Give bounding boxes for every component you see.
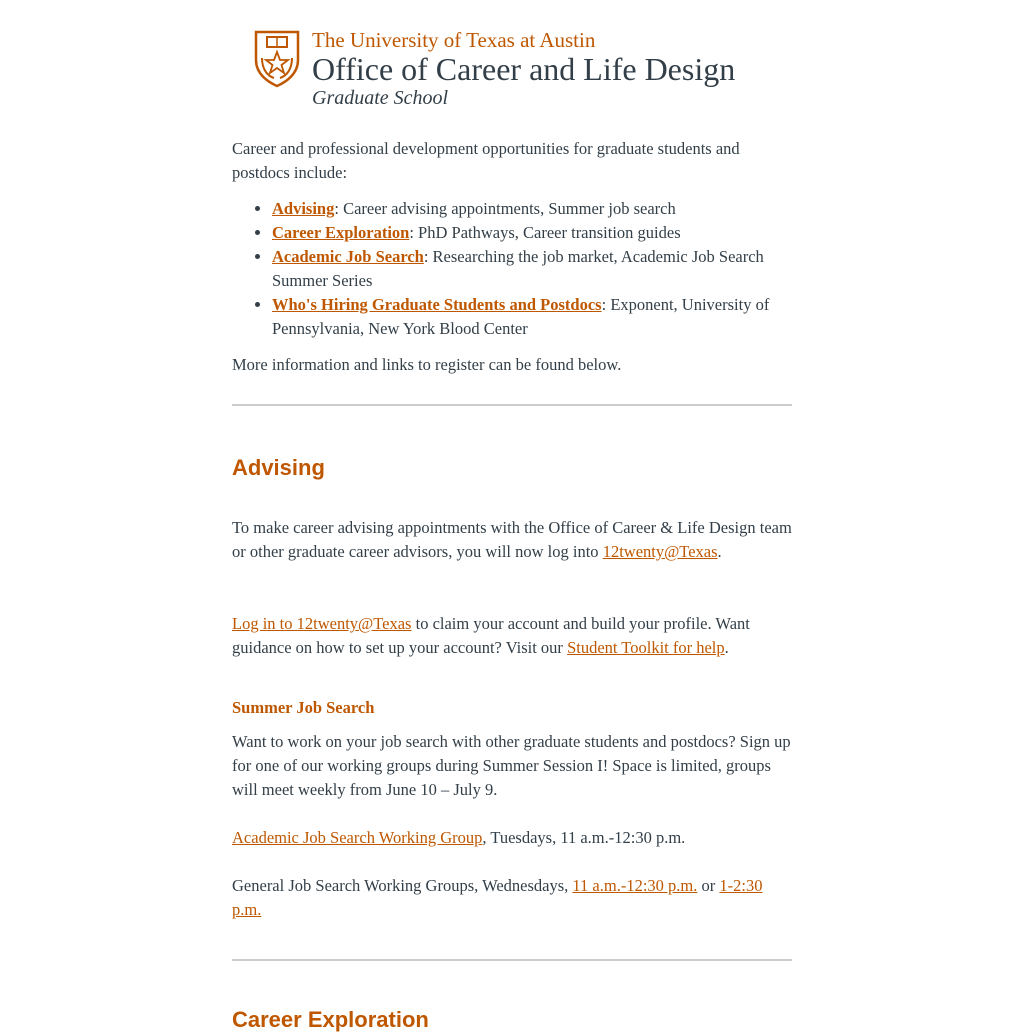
academic-working-group-link[interactable]: Academic Job Search Working Group <box>232 828 483 847</box>
advising-paragraph <box>232 516 792 564</box>
list-item <box>272 221 792 245</box>
login-12twenty-link[interactable]: Log in to 12twenty@Texas <box>232 614 412 633</box>
list-item-text: : PhD Pathways, Career transition guides <box>409 223 681 242</box>
login-paragraph <box>232 612 792 660</box>
divider <box>232 404 792 406</box>
text: General Job Search Working Groups, Wednesdays, <box>232 876 573 895</box>
advising-link[interactable]: Advising <box>272 199 335 218</box>
list-item-text: : Career advising appointments, Summer job search <box>334 199 676 218</box>
school-name: Graduate School <box>312 87 449 109</box>
advising-heading: Advising <box>232 455 325 480</box>
text: . <box>724 638 729 657</box>
ut-shield-icon <box>254 30 300 88</box>
list-item-text: : Exponent, University of Pennsylvania, New York Blood Center <box>272 295 770 338</box>
header-logo <box>254 28 774 110</box>
session-1pm-link[interactable]: 1-2:30 p.m. <box>232 876 763 919</box>
list-item <box>272 245 792 293</box>
more-info-text: More information and links to register can be found below. <box>232 355 622 374</box>
university-name: The University of Texas at Austin <box>312 28 596 52</box>
general-group-paragraph <box>232 874 792 922</box>
career-exploration-link[interactable]: Career Exploration <box>272 223 410 242</box>
career-exploration-heading: Career Exploration <box>232 1007 429 1032</box>
divider <box>232 959 792 961</box>
list-item-text: : Researching the job market, Academic Job Search Summer Series <box>272 247 764 290</box>
intro-text: Career and professional development opportunities for graduate students and postdocs include: <box>232 139 740 182</box>
whos-hiring-link[interactable]: Who's Hiring Graduate Students and Postdocs <box>272 295 602 314</box>
text: or <box>697 876 720 895</box>
text: , Tuesdays, 11 a.m.-12:30 p.m. <box>482 828 686 847</box>
list-item <box>272 293 792 341</box>
text: to claim your account and build your profile. Want guidance on how to set up your account? Visit our <box>232 614 750 657</box>
topics-list <box>232 197 792 341</box>
list-item <box>272 197 792 221</box>
summer-paragraph: Want to work on your job search with other graduate students and postdocs? Sign up for one of our working groups during Summer Session I! Space is limited, groups will meet weekly from June 10 – July 9. <box>232 732 791 799</box>
12twenty-link[interactable]: 12twenty@Texas <box>602 542 718 561</box>
text: . <box>717 542 722 561</box>
academic-group-paragraph <box>232 826 792 850</box>
text: To make career advising appointments with the Office of Career & Life Design team or other graduate career advisors, you will now log into <box>232 518 792 561</box>
summer-job-search-heading: Summer Job Search <box>232 698 375 717</box>
session-11am-link[interactable]: 11 a.m.-12:30 p.m. <box>572 876 698 895</box>
student-toolkit-link[interactable]: Student Toolkit for help <box>567 638 725 657</box>
office-name: Office of Career and Life Design <box>312 51 736 87</box>
academic-job-search-link[interactable]: Academic Job Search <box>272 247 424 266</box>
